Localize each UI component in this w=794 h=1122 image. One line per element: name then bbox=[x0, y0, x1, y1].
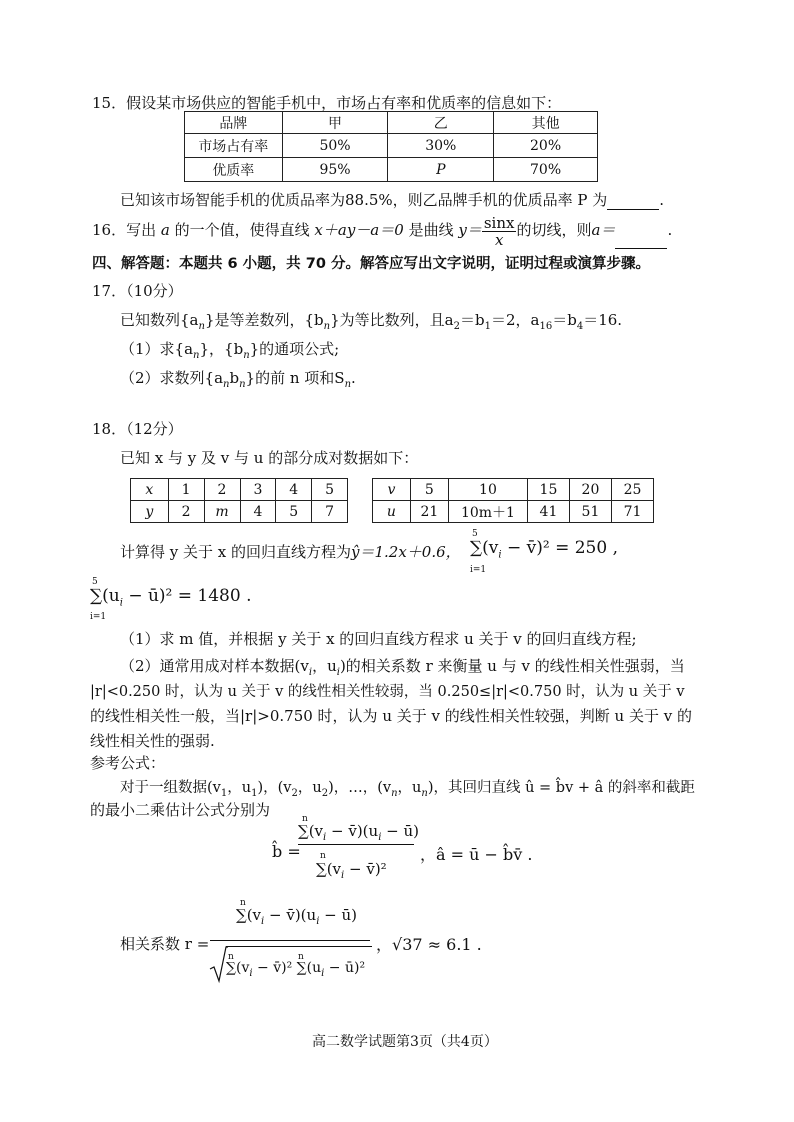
ref-text: 对于一组数据(v bbox=[120, 780, 221, 796]
q18-part2-line3: 的线性相关性一般，当|r|>0.750 时，认为 u 关于 v 的线性相关性较强，判断 u 关于 v 的 bbox=[90, 707, 692, 725]
table-cell: m bbox=[204, 501, 240, 523]
subscript: i bbox=[323, 832, 327, 843]
q16-a-eq: a＝ bbox=[591, 221, 616, 239]
sum-lower: i=1 bbox=[470, 565, 487, 575]
formula-text: − v̄)² ∑(u bbox=[252, 960, 322, 976]
q15-stem-text: 假设某市场供应的智能手机中，市场占有率和优质率的信息如下： bbox=[126, 94, 562, 112]
subscript: i bbox=[321, 967, 325, 979]
q17-text: }，{b bbox=[199, 340, 244, 358]
q18-part2-line2: |r|<0.250 时，认为 u 关于 v 的线性相关性较弱，当 0.250≤|r|<0.750 时，认为 u 关于 v bbox=[90, 684, 685, 700]
q15-end: . bbox=[659, 191, 665, 209]
q16-stem bbox=[92, 212, 672, 249]
q18-part1: （1）求 m 值，并根据 y 关于 x 的回归直线方程求 u 关于 v 的回归直线方程; bbox=[120, 630, 637, 648]
sqrt-approx: ，√37 ≈ 6.1 . bbox=[376, 935, 482, 954]
table-cell: x bbox=[131, 479, 169, 501]
table-cell: 4 bbox=[240, 501, 276, 523]
q17-number: 17．（10分） bbox=[92, 282, 183, 300]
table-cell: 5 bbox=[410, 479, 448, 501]
q18-text: 计算得 y 关于 x 的回归直线方程为 bbox=[120, 543, 352, 561]
q18-calc bbox=[120, 541, 461, 562]
q17-text: . bbox=[351, 369, 356, 387]
q18-number: 18．（12分） bbox=[92, 420, 183, 438]
q15-header-cell: 甲 bbox=[282, 112, 388, 134]
subscript: n bbox=[223, 379, 230, 390]
q15-cell: 30% bbox=[388, 134, 494, 158]
q15-number: 15． bbox=[92, 94, 127, 112]
subscript: n bbox=[391, 787, 398, 799]
q16-line-eq: x＋ay－a＝0 bbox=[314, 221, 404, 239]
q18-stem: 已知 x 与 y 及 v 与 u 的部分成对数据如下： bbox=[120, 449, 419, 467]
b-numerator bbox=[298, 822, 419, 843]
table-cell: 2 bbox=[204, 479, 240, 501]
table-cell: 51 bbox=[569, 501, 611, 523]
subscript: 2 bbox=[291, 787, 298, 799]
fraction-bar bbox=[210, 940, 370, 941]
subscript: 1 bbox=[220, 787, 228, 799]
q17-part2 bbox=[120, 367, 356, 390]
q17-text: }的前 n 项和S bbox=[245, 369, 345, 387]
subscript: i bbox=[308, 667, 313, 678]
fraction-bar bbox=[298, 844, 414, 845]
q17-text: ＝2，a bbox=[490, 311, 540, 329]
reference-title: 参考公式： bbox=[90, 754, 166, 772]
sum-v-expr bbox=[470, 538, 618, 560]
q17-text: b bbox=[229, 369, 240, 387]
q17-text: （1）求{a bbox=[120, 340, 194, 358]
ref-text: ，u bbox=[397, 780, 422, 796]
formula-text: ∑(v bbox=[226, 960, 250, 976]
q18-text: )的相关系数 r 来衡量 u 与 v 的线性相关性强弱，当 bbox=[339, 657, 685, 675]
r-label: 相关系数 r = bbox=[120, 935, 210, 953]
formula-text: − v̄)(u bbox=[264, 906, 317, 924]
answer-blank bbox=[615, 212, 667, 249]
q15-header-cell: 其他 bbox=[494, 112, 598, 134]
table-cell: 10m＋1 bbox=[448, 501, 527, 523]
q17-text: （2）求数列{a bbox=[120, 369, 224, 387]
q18-part2-line1 bbox=[120, 655, 685, 678]
page-footer: 高二数学试题第3页（共4页） bbox=[312, 1034, 498, 1050]
fraction-numerator: sinx bbox=[483, 213, 515, 232]
table-cell: 5 bbox=[276, 501, 312, 523]
q17-text: }的通项公式; bbox=[249, 340, 340, 358]
section-title: 四、解答题：本题共 6 小题，共 70 分。解答应写出文字说明，证明过程或演算步骤。 bbox=[92, 256, 650, 272]
q16-text: 是曲线 bbox=[408, 221, 454, 239]
sum-text: − ū)² = 1480 . bbox=[122, 586, 252, 606]
table-cell: 71 bbox=[611, 501, 653, 523]
ref-text: )，(v bbox=[257, 780, 292, 796]
r-denominator bbox=[226, 960, 365, 979]
q15-header-cell: 品牌 bbox=[185, 112, 283, 134]
q15-cell: P bbox=[388, 158, 494, 182]
q15-cell: 优质率 bbox=[185, 158, 283, 182]
subscript: i bbox=[119, 597, 123, 609]
answer-blank bbox=[607, 191, 659, 210]
regression-eq: ŷ＝1.2x＋0.6， bbox=[351, 543, 461, 561]
ref-text: ，u bbox=[227, 780, 252, 796]
sum-upper: n bbox=[228, 952, 234, 962]
subscript: n bbox=[421, 787, 428, 799]
q17-text: }为等比数列，且a bbox=[330, 311, 454, 329]
table-cell: v bbox=[373, 479, 411, 501]
sqrt-radical-icon bbox=[208, 945, 228, 985]
q17-text: ＝b bbox=[459, 311, 485, 329]
q16-text: 的切线，则 bbox=[516, 221, 592, 239]
formula-text: − ū) bbox=[319, 906, 358, 924]
subscript: n bbox=[193, 350, 200, 361]
subscript: i bbox=[316, 916, 320, 927]
table-cell: 10 bbox=[448, 479, 527, 501]
sqrt-bar bbox=[226, 946, 372, 947]
subscript: 1 bbox=[251, 787, 258, 799]
q15-header-cell: 乙 bbox=[388, 112, 494, 134]
sum-lower: i=1 bbox=[90, 612, 107, 622]
subscript: i bbox=[336, 667, 340, 678]
table-cell: 4 bbox=[276, 479, 312, 501]
formula-text: − v̄)² bbox=[344, 860, 387, 878]
sum-upper: 5 bbox=[472, 529, 478, 539]
sum-u-expr bbox=[90, 586, 252, 608]
q15-table bbox=[184, 111, 598, 182]
q17-text: }是等差数列，{b bbox=[204, 311, 324, 329]
table-cell: 20 bbox=[569, 479, 611, 501]
table-cell: 3 bbox=[240, 479, 276, 501]
subscript: i bbox=[378, 832, 382, 843]
sum-text: ∑(v bbox=[470, 538, 499, 558]
ref-text: )，其回归直线 û = b̂v + â 的斜率和截距 bbox=[427, 780, 695, 796]
q18-text: （2）通常用成对样本数据(v bbox=[120, 657, 309, 675]
subscript: n bbox=[198, 321, 205, 332]
b-denominator bbox=[316, 860, 387, 881]
subscript: n bbox=[344, 379, 352, 390]
q16-end: . bbox=[667, 221, 673, 239]
table-cell: 21 bbox=[410, 501, 448, 523]
subscript: n bbox=[323, 321, 331, 332]
ref-text: ，u bbox=[297, 780, 322, 796]
reference-line1 bbox=[120, 776, 695, 799]
q15-cell: 95% bbox=[282, 158, 388, 182]
formula-text: − ū) bbox=[381, 822, 420, 840]
b-hat-label: b̂ = bbox=[272, 842, 301, 861]
table-cell: 1 bbox=[168, 479, 204, 501]
q17-part1 bbox=[120, 338, 339, 361]
table-cell: 7 bbox=[312, 501, 348, 523]
q15-cell: 市场占有率 bbox=[185, 134, 283, 158]
formula-text: ∑(v bbox=[298, 822, 324, 840]
sum-upper: 5 bbox=[92, 577, 98, 587]
q17-text: ＝b bbox=[552, 311, 577, 329]
subscript: 1 bbox=[484, 321, 491, 332]
table-cell: 5 bbox=[312, 479, 348, 501]
subscript: i bbox=[341, 870, 345, 881]
table-cell: 2 bbox=[168, 501, 204, 523]
sum-upper: n bbox=[240, 898, 246, 908]
sum-text: ∑(u bbox=[90, 586, 120, 606]
sum-text: − v̄)² = 250 , bbox=[501, 538, 618, 558]
ref-text: )，…，(v bbox=[328, 780, 392, 796]
table-cell: u bbox=[373, 501, 411, 523]
q15-cell: 70% bbox=[494, 158, 598, 182]
subscript: 2 bbox=[321, 787, 329, 799]
sum-upper: n bbox=[298, 952, 304, 962]
q15-question bbox=[120, 189, 664, 210]
sum-upper: n bbox=[302, 814, 308, 824]
q16-fraction bbox=[482, 215, 517, 248]
q15-cell: 50% bbox=[282, 134, 388, 158]
subscript: 16 bbox=[539, 321, 553, 332]
subscript: 4 bbox=[576, 321, 584, 332]
q15-cell: 20% bbox=[494, 134, 598, 158]
reference-line2: 的最小二乘估计公式分别为 bbox=[90, 801, 271, 819]
sum-upper: n bbox=[320, 851, 326, 861]
q17-text: 已知数列{a bbox=[120, 311, 199, 329]
r-numerator bbox=[236, 906, 357, 927]
table-cell: y bbox=[131, 501, 169, 523]
subscript: n bbox=[243, 350, 250, 361]
subscript: n bbox=[239, 379, 246, 390]
formula-text: − v̄)(u bbox=[326, 822, 379, 840]
subscript: 2 bbox=[453, 321, 460, 332]
q18-text: ，u bbox=[312, 657, 337, 675]
table-cell: 25 bbox=[611, 479, 653, 501]
q18-table-vu bbox=[372, 478, 654, 523]
q16-text: 写出 bbox=[126, 221, 157, 239]
q17-text: ＝16. bbox=[583, 311, 623, 329]
q15-question-text: 已知该市场智能手机的优质品率为88.5%，则乙品牌手机的优质品率 P 为 bbox=[120, 191, 608, 209]
fraction-denominator: x bbox=[494, 230, 504, 249]
q16-text: 的一个值，使得直线 bbox=[174, 221, 310, 239]
subscript: i bbox=[498, 549, 502, 561]
q18-table-xy bbox=[130, 478, 348, 523]
formula-text: ∑(v bbox=[236, 906, 262, 924]
q15-stem bbox=[92, 92, 561, 113]
a-hat-formula: ，â = ū − b̂v̄ . bbox=[420, 845, 533, 864]
subscript: i bbox=[261, 916, 265, 927]
subscript: i bbox=[249, 967, 253, 979]
table-cell: 15 bbox=[527, 479, 569, 501]
table-cell: 41 bbox=[527, 501, 569, 523]
q16-var: a bbox=[160, 221, 170, 239]
formula-text: ∑(v bbox=[316, 860, 342, 878]
q18-part2-line4: 线性相关性的强弱. bbox=[90, 732, 215, 750]
q16-number: 16． bbox=[92, 221, 127, 239]
q17-stem bbox=[120, 309, 622, 332]
q16-y-eq: y＝ bbox=[458, 221, 482, 239]
formula-text: − ū)² bbox=[324, 960, 366, 976]
